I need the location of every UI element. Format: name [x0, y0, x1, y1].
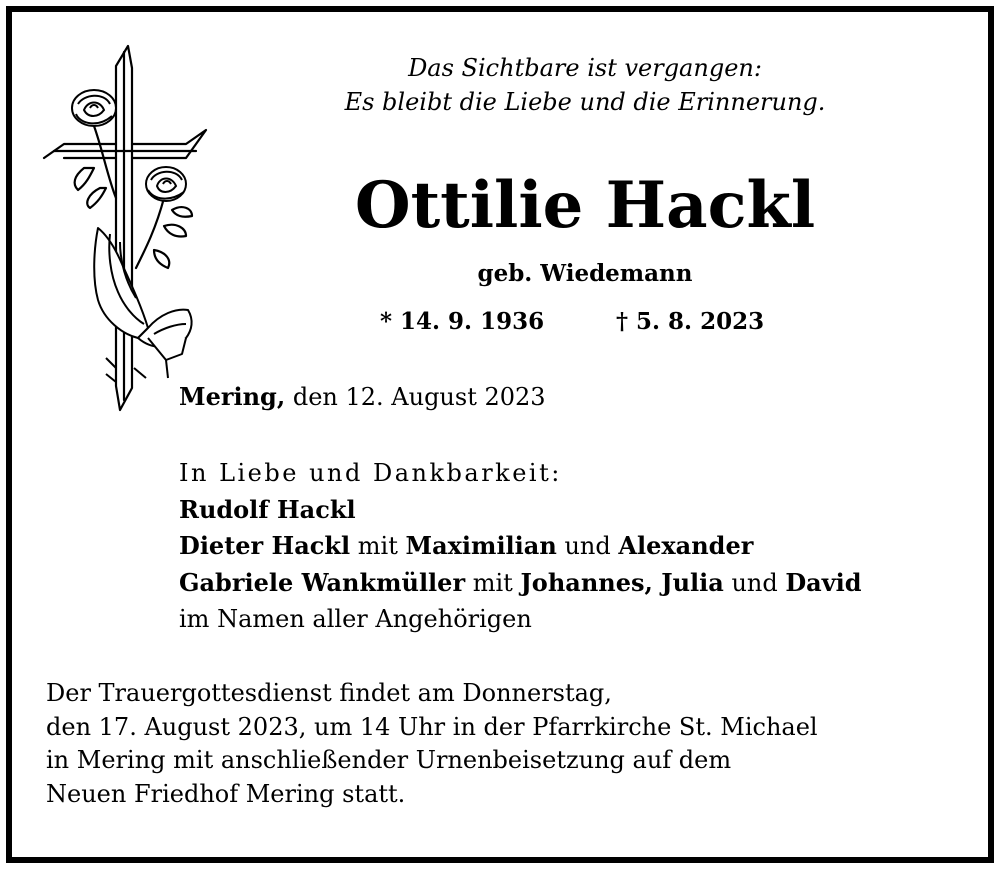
connector-text: mit — [357, 532, 398, 560]
place-name: Mering, — [179, 382, 286, 411]
service-line-1: Der Trauergottesdienst findet am Donnerstag, — [46, 679, 612, 707]
mourner-line-2 — [179, 528, 862, 565]
quote-line-1: Das Sichtbare ist vergangen: — [408, 54, 762, 82]
mourner-line-3 — [179, 565, 862, 602]
mourner-name: Gabriele Wankmüller — [179, 567, 466, 597]
mourners-closing: im Namen aller Angehörigen — [179, 605, 532, 633]
service-line-3: in Mering mit anschließender Urnenbeisetzung auf dem — [46, 746, 732, 774]
announcement-date: den 12. August 2023 — [292, 383, 546, 411]
mourner-name: Dieter Hackl — [179, 531, 351, 560]
mourner-name: Rudolf Hackl — [179, 494, 356, 524]
connector-text: und — [564, 532, 611, 560]
mourners-block — [179, 455, 862, 638]
death-date: † 5. 8. 2023 — [616, 308, 765, 335]
connector-text: und — [731, 568, 778, 597]
birth-date: * 14. 9. 1936 — [380, 308, 545, 335]
quote-line-2: Es bleibt die Liebe und die Erinnerung. — [344, 88, 826, 116]
mourner-line-1 — [179, 492, 862, 529]
deceased-name: Ottilie Hackl — [354, 168, 816, 243]
child-name: David — [785, 567, 862, 597]
cross-roses-praying-hands-icon — [36, 38, 211, 418]
child-name: Maximilian — [405, 531, 557, 560]
funeral-service-info — [46, 677, 818, 811]
mourners-intro: In Liebe und Dankbarkeit: — [179, 459, 562, 487]
maiden-name: geb. Wiedemann — [477, 260, 693, 287]
child-name: Alexander — [618, 531, 754, 560]
service-line-4: Neuen Friedhof Mering statt. — [46, 779, 406, 808]
connector-text: mit — [472, 568, 513, 597]
service-line-2: den 17. August 2023, um 14 Uhr in der Pfarrkirche St. Michael — [46, 712, 818, 741]
child-name: Johannes, Julia — [520, 567, 724, 597]
memorial-quote — [300, 51, 870, 119]
place-and-date — [179, 380, 546, 414]
